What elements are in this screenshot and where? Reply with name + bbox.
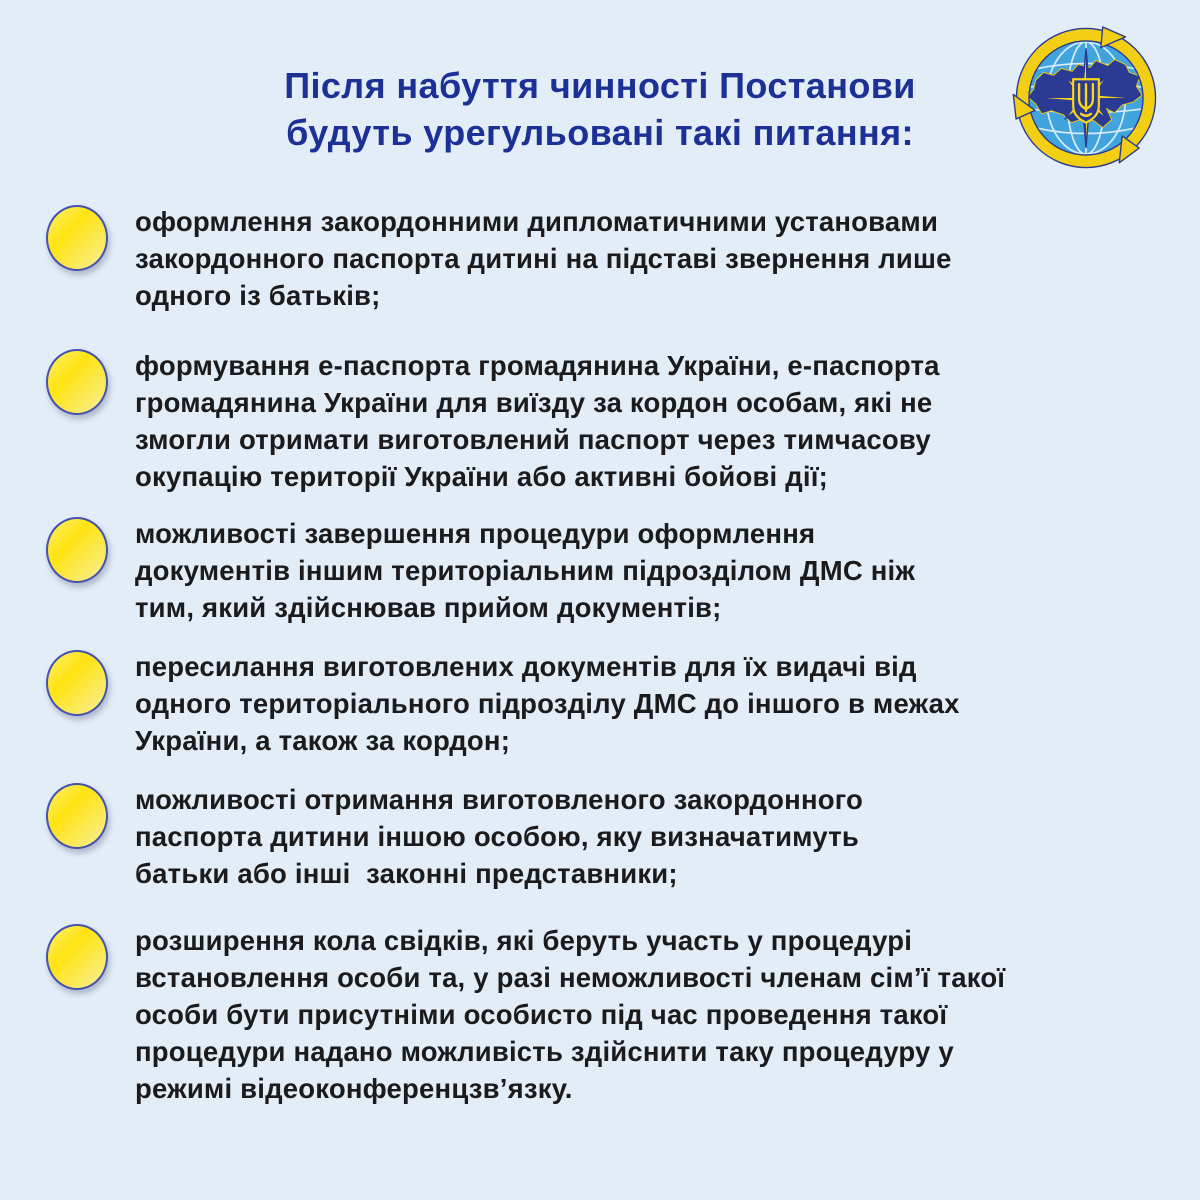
list-item-text: оформлення закордонними дипломатичними установами закордонного паспорта дитині на підставі звернення лише одного із батьків; <box>135 206 952 311</box>
list-item <box>46 781 1180 892</box>
state-migration-service-logo-icon <box>1012 24 1160 172</box>
list-item-text: формування е-паспорта громадянина України, е-паспорта громадянина України для виїзду за кордон особам, які не змогли отримати виготовлений паспорт через тимчасову окупацію території України або активні бойові дії; <box>135 350 940 492</box>
list-item-text: можливості завершення процедури оформлення документів іншим територіальним підрозділом ДМС ніж тим, який здійснював прийом документів; <box>135 518 916 623</box>
list-item-text: розширення кола свідків, які беруть участь у процедурі встановлення особи та, у разі неможливості членам сім’ї такої особи бути присутніми особисто під час проведення такої процедури надано можливість здійснити таку процедуру у режимі відеоконференцзв’язку. <box>135 925 1006 1104</box>
list-item <box>46 347 1180 495</box>
list-item-text: можливості отримання виготовленого закордонного паспорта дитини іншою особою, яку визначатимуть батьки або інші законні представники; <box>135 784 864 889</box>
header <box>0 0 1200 156</box>
list-item <box>46 922 1180 1107</box>
trident-shield-icon <box>1073 79 1099 122</box>
bullet-marker-icon <box>46 650 108 716</box>
bullet-marker-icon <box>46 924 108 990</box>
list-item <box>46 203 1180 314</box>
issues-list <box>0 203 1200 1107</box>
bullet-marker-icon <box>46 349 108 415</box>
bullet-marker-icon <box>46 205 108 271</box>
bullet-marker-icon <box>46 517 108 583</box>
list-item <box>46 648 1180 759</box>
list-item <box>46 515 1180 626</box>
list-item-text: пересилання виготовлених документів для їх видачі від одного територіального підрозділу ДМС до іншого в межах України, а також за кордон; <box>135 651 960 756</box>
page-title: Після набуття чинності Постанови будуть урегульовані такі питання: <box>284 65 916 153</box>
bullet-marker-icon <box>46 783 108 849</box>
